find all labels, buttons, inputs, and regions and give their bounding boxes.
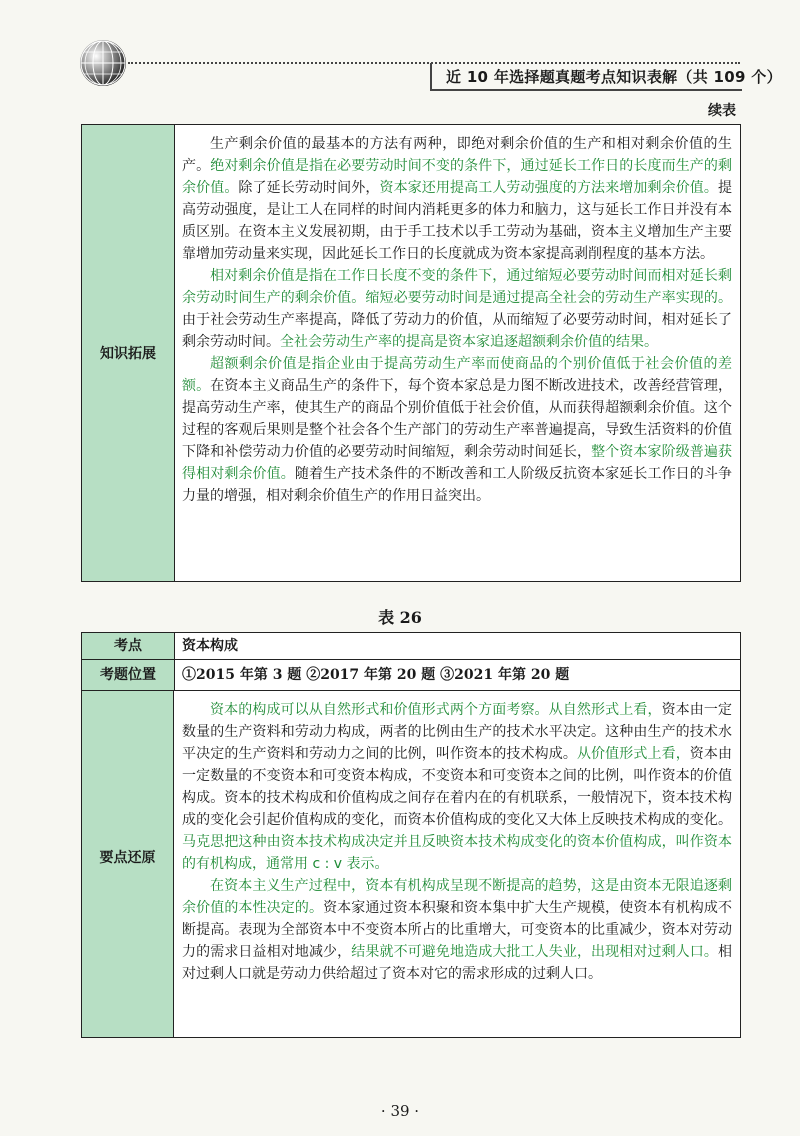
highlighted-text: 整个资本家阶级普遍获得相对剩余价值。 <box>182 444 733 482</box>
knowledge-extension-table <box>81 124 741 582</box>
highlighted-text: 资本家还用提高工人劳动强度的方法来增加剩余价值。 <box>379 180 719 196</box>
paragraph <box>182 875 732 985</box>
body-text: 资本家通过资本积聚和资本集中扩大生产规模，使资本有机构成不断提高。表现为全部资本中不变资本所占的比重增大，可变资本的比重减少，资本对劳动力的需求日益相对地减少， <box>182 900 733 960</box>
paragraph <box>182 133 732 265</box>
knowledge-extension-label: 知识拓展 <box>100 346 156 362</box>
body-text: 提高劳动强度，是让工人在同样的时间内消耗更多的体力和脑力，这与延长工作日并没有本质区别。在资本主义发展初期，由于手工技术以手工劳动为基础，资本主义增加生产主要靠增加劳动量来实现，因此延长工作日的长度就成为资本家提高剥削程度的基本方法。 <box>182 180 733 262</box>
running-header-title: 近 10 年选择题真题考点知识表解（共 109 个） <box>446 68 782 86</box>
highlighted-text: 马克思把这种由资本技术构成决定并且反映资本技术构成变化的资本价值构成，叫作资本的有机构成，通常用 c : v 表示。 <box>182 834 732 872</box>
highlighted-text: 缩短必要劳动时间是通过提高全社会的劳动生产率实现的。 <box>365 290 733 306</box>
body-text: 随着生产技术条件的不断改善和工人阶级反抗资本家延长工作日的斗争力量的增强，相对剩余价值生产的作用日益突出。 <box>182 466 732 504</box>
highlighted-text: 资本的构成可以从自然形式和价值形式两个方面考察。 <box>210 702 549 718</box>
highlighted-text: 从价值形式上看， <box>576 746 690 762</box>
table-row <box>82 660 740 691</box>
highlighted-text: 全社会劳动生产率的提高是资本家追逐超额剩余价值的结果。 <box>280 334 658 350</box>
body-text: 由于社会劳动生产率提高，降低了劳动力的价值，从而缩短了必要劳动时间，相对延长了剩余劳动时间。 <box>182 312 732 350</box>
body-text: 资本由一定数量的不变资本和可变资本构成，不变资本和可变资本之间的比例，叫作资本的价值构成。资本的技术构成和价值构成之间存在着内在的有机联系，一般情况下，资本技术构成的变化会引起价值构成的变化，而资本价值构成的变化又大体上反映技术构成的变化。 <box>182 746 733 828</box>
highlighted-text: 结果就不可避免地造成大批工人失业，出现相对过剩人口。 <box>351 944 719 960</box>
paragraph <box>182 265 732 353</box>
globe-logo-icon <box>80 40 126 86</box>
key-points-content <box>182 699 732 985</box>
body-text: 在资本主义商品生产的条件下，每个资本家总是力图不断改进技术，改善经营管理，提高劳动生产率，使其生产的商品个别价值低于社会价值，从而获得超额剩余价值。这个过程的客观后果则是整个社会各个生产部门的劳动生产率普遍提高，导致生活资料的价值下降和补偿劳动力价值的必要劳动时间缩短，剩余劳动时间延长， <box>182 378 733 460</box>
question-position-value: ①2015 年第 3 题 ②2017 年第 20 题 ③2021 年第 20 题 <box>182 667 570 683</box>
continued-label: 续表 <box>708 103 736 119</box>
table-row <box>82 633 740 660</box>
body-text: 相对过剩人口就是劳动力供给超过了资本对它的需求形成的过剩人口。 <box>182 944 733 982</box>
body-text: 生产剩余价值的最基本的方法有两种，即绝对剩余价值的生产和相对剩余价值的生产。 <box>182 136 732 174</box>
body-text: 除了延长劳动时间外， <box>238 180 380 196</box>
highlighted-text: 相对剩余价值是指在工作日长度不变的条件下，通过缩短必要劳动时间而相对延长剩余劳动时间生产的剩余价值。 <box>182 268 732 306</box>
paragraph <box>182 699 732 875</box>
highlighted-text: 在资本主义生产过程中，资本有机构成呈现不断提高的趋势，这是由资本无限追逐剩余价值的本性决定的。 <box>182 878 732 916</box>
label-cell <box>82 125 175 581</box>
table-title: 表 26 <box>378 608 422 627</box>
knowledge-extension-content <box>182 133 732 507</box>
capital-composition-table <box>81 632 741 1038</box>
highlighted-text: 从自然形式上看， <box>548 702 662 718</box>
page-number: · 39 · <box>380 1102 420 1120</box>
paragraph <box>182 353 732 507</box>
highlighted-text: 超额剩余价值是指企业由于提高劳动生产率而使商品的个别价值低于社会价值的差额。 <box>182 356 732 394</box>
table-row <box>82 691 740 1037</box>
highlighted-text: 绝对剩余价值是指在必要劳动时间不变的条件下，通过延长工作日的长度而生产的剩余价值。 <box>182 158 733 196</box>
question-position-label: 考题位置 <box>82 660 175 690</box>
body-text: 资本由一定数量的生产资料和劳动力构成，两者的比例由生产的技术水平决定。这种由生产的技术水平决定的生产资料和劳动力之间的比例，叫作资本的技术构成。 <box>182 702 733 762</box>
kaodian-label: 考点 <box>82 633 175 659</box>
key-points-label: 要点还原 <box>82 691 174 1037</box>
kaodian-value: 资本构成 <box>182 638 238 654</box>
